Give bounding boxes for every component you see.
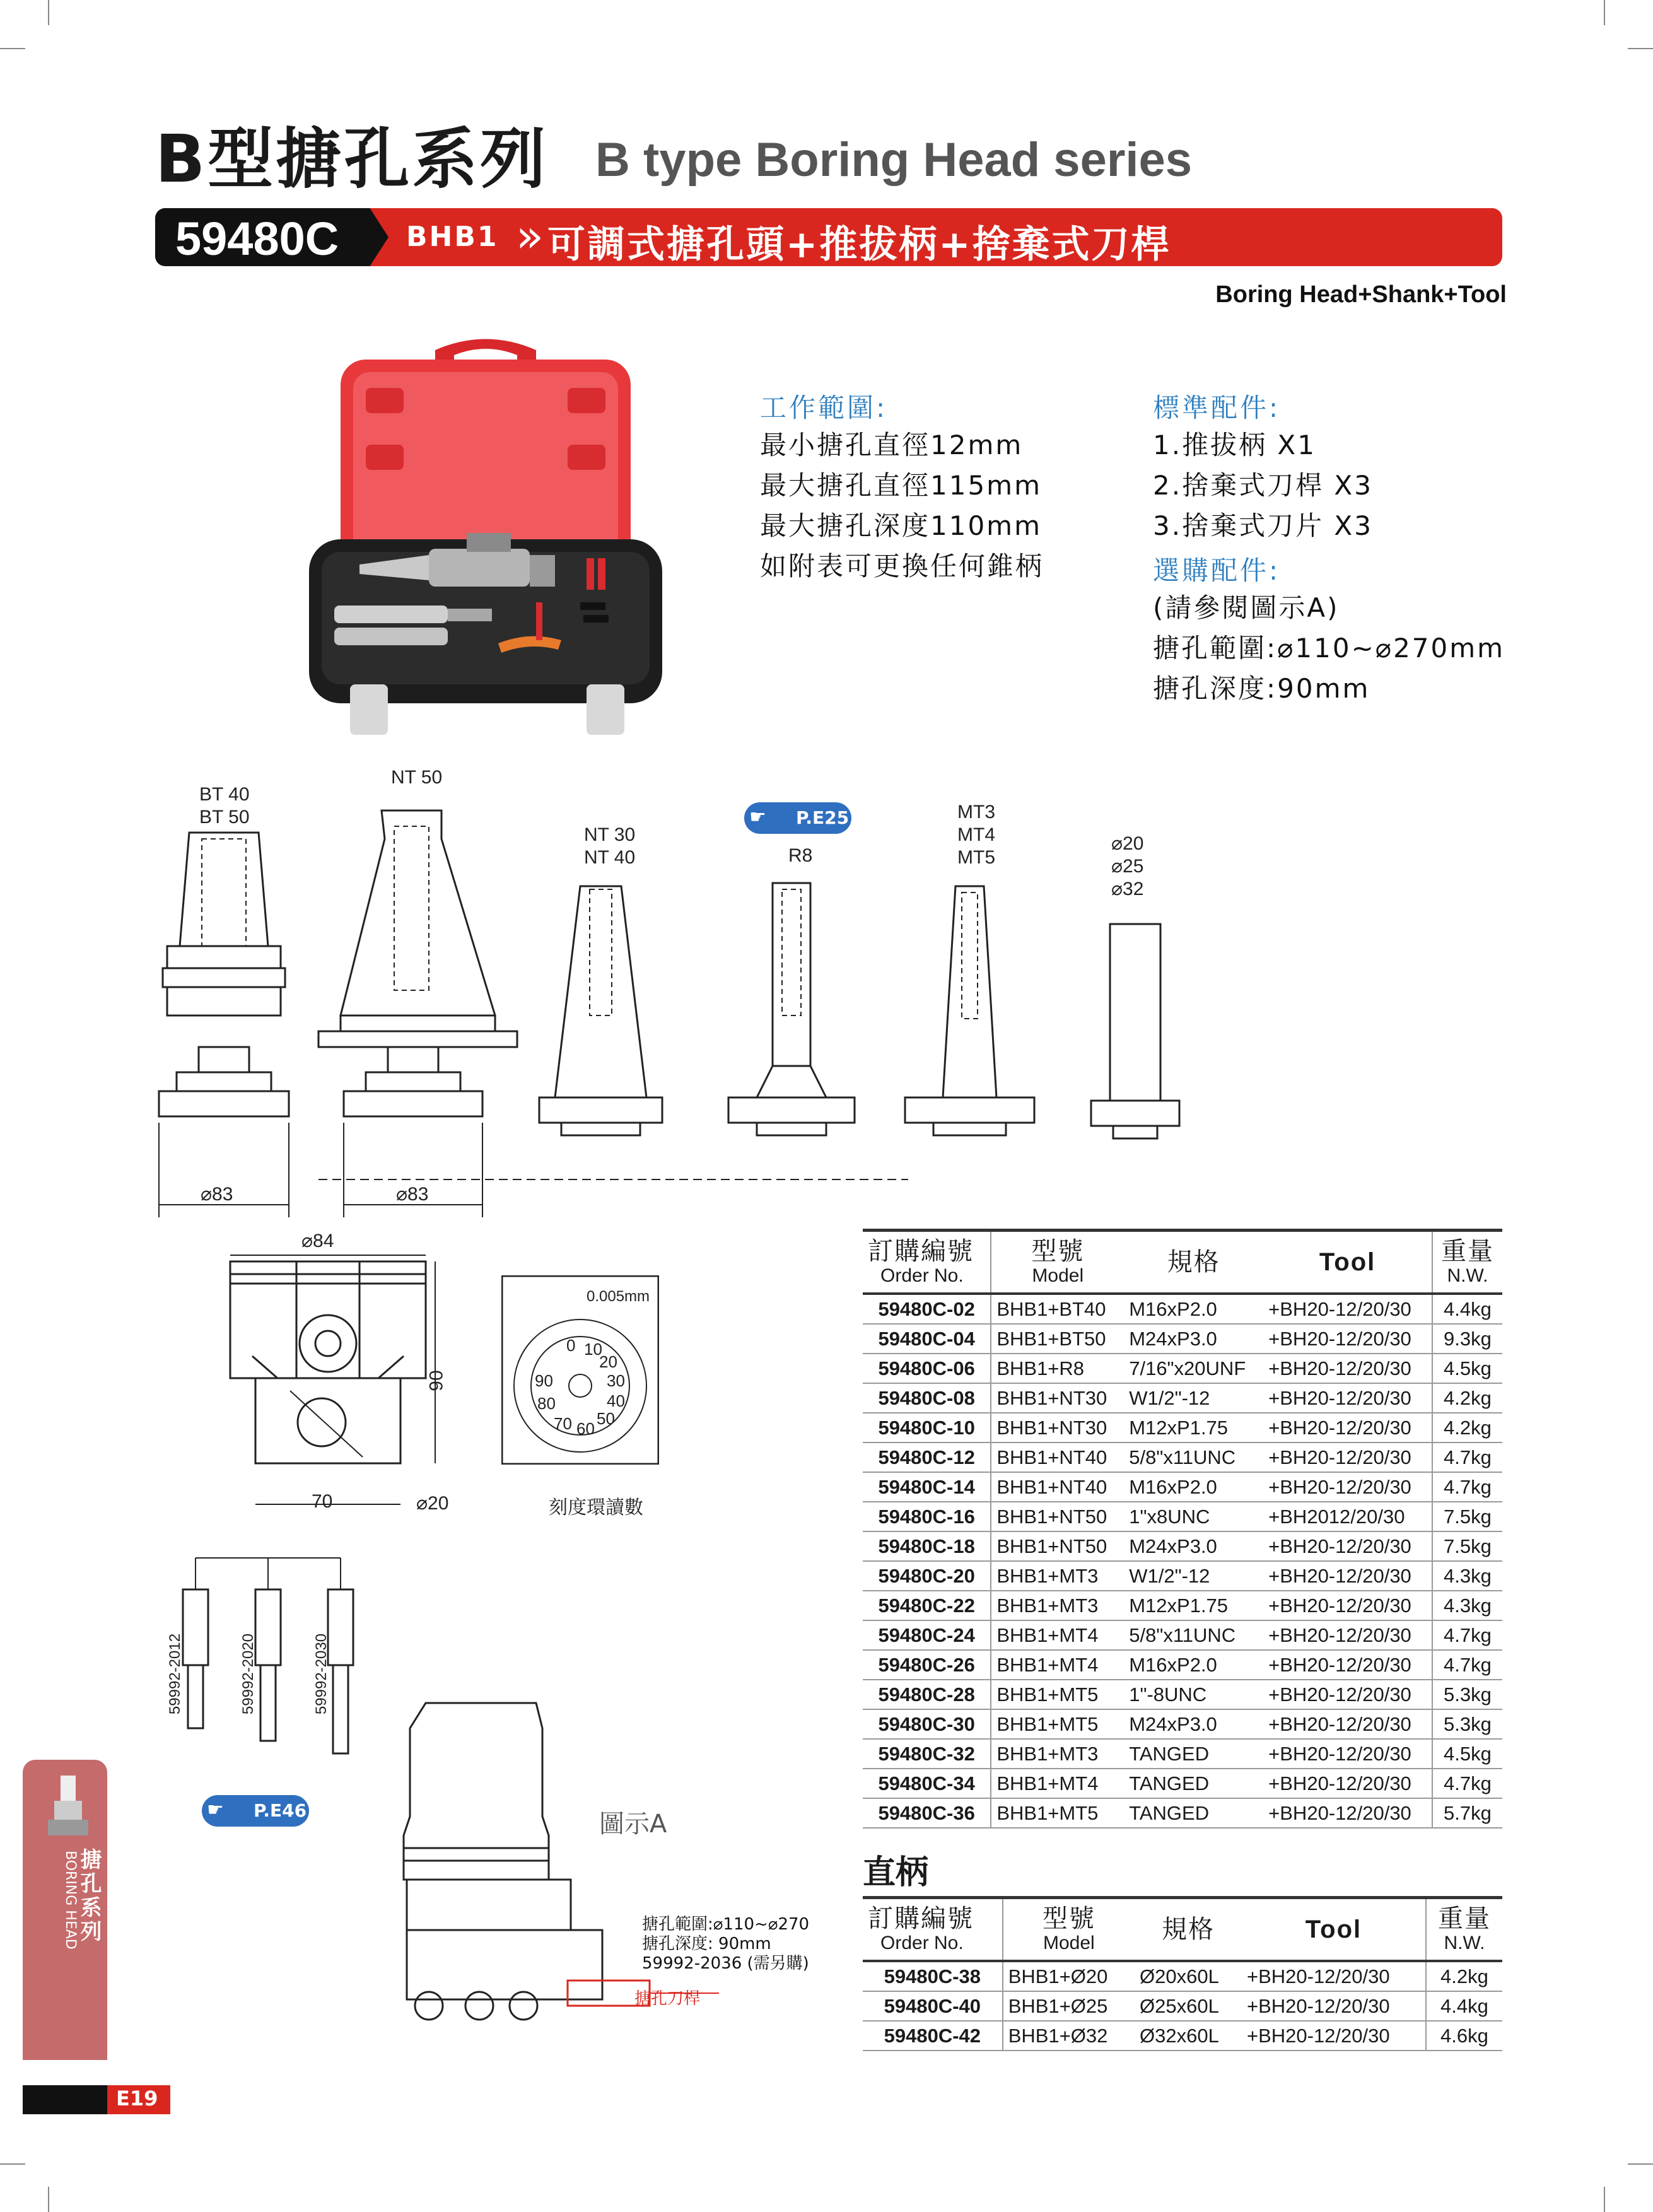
tool-cell: +BH20-12/20/30 [1263,1442,1432,1472]
table-row [863,1442,1502,1472]
order-no-cell: 59480C-24 [863,1620,991,1650]
model-cell: BHB1+MT5 [991,1709,1124,1739]
figure-a-tool-label: 搪孔刀桿 [634,1989,701,2008]
product-kit-photo [296,325,675,741]
order-no-cell: 59480C-10 [863,1413,991,1442]
boring-head-icon [35,1772,98,1842]
spec-cell: M16xP2.0 [1124,1650,1263,1680]
tool-cell: +BH20-12/20/30 [1263,1472,1432,1502]
order-no-cell: 59480C-32 [863,1739,991,1769]
tool-cell: +BH20-12/20/30 [1263,1324,1432,1354]
page-title-en: B type Boring Head series [595,133,1193,187]
tool-cell: +BH2012/20/30 [1263,1502,1432,1531]
weight-cell: 4.2kg [1432,1413,1502,1442]
weight-cell: 7.5kg [1432,1531,1502,1561]
model-cell: BHB1+NT50 [991,1502,1124,1531]
head-dim-top: ⌀84 [301,1231,334,1251]
table-row [863,1591,1502,1620]
weight-cell: 4.7kg [1432,1620,1502,1650]
work-range-line: 最大搪孔直徑115mm [760,470,1042,501]
order-no-cell: 59480C-02 [863,1294,991,1324]
optional-heading: 選購配件: [1153,555,1281,586]
tool-cell: +BH20-12/20/30 [1263,1531,1432,1561]
order-no-cell: 59480C-38 [863,1961,1003,1991]
head-dim-height: 90 [426,1370,447,1391]
table-row [863,1294,1502,1324]
spec-cell: M16xP2.0 [1124,1294,1263,1324]
product-model: BHB1 [406,221,499,253]
tool-cell: +BH20-12/20/30 [1263,1680,1432,1709]
order-no-cell: 59480C-30 [863,1709,991,1739]
order-no-cell: 59480C-22 [863,1591,991,1620]
spec-cell: M16xP2.0 [1124,1472,1263,1502]
standard-line: 1.推拔柄 X1 [1153,430,1316,460]
spec-cell: 7/16"x20UNF [1124,1354,1263,1383]
weight-cell: 9.3kg [1432,1324,1502,1354]
tool-cell: +BH20-12/20/30 [1242,1991,1426,2021]
head-dim-bore: ⌀20 [416,1493,449,1514]
crop-mark [0,2163,25,2165]
ref-badge-label: P.E46 [254,1800,307,1821]
tool-cell: +BH20-12/20/30 [1263,1383,1432,1413]
optional-line: 搪孔範圍:⌀110~⌀270mm [1153,633,1505,664]
col-model: 型號 Model [1003,1898,1135,1962]
order-no-cell: 59480C-36 [863,1798,991,1828]
page-number: E19 [116,2086,158,2110]
table-row [863,1561,1502,1591]
tool-cell: +BH20-12/20/30 [1263,1769,1432,1798]
col-weight: 重量 N.W. [1426,1898,1502,1962]
crop-mark [48,0,49,25]
tool-cell: +BH20-12/20/30 [1242,2021,1426,2051]
boring-tools-drawing [170,1533,372,1798]
crop-mark [1628,2163,1653,2165]
tool-cell: +BH20-12/20/30 [1263,1294,1432,1324]
tool-cell: +BH20-12/20/30 [1263,1413,1432,1442]
model-cell: BHB1+R8 [991,1354,1124,1383]
weight-cell: 4.6kg [1426,2021,1502,2051]
spec-cell: M24xP3.0 [1124,1531,1263,1561]
order-no-cell: 59480C-20 [863,1561,991,1591]
model-cell: BHB1+NT40 [991,1472,1124,1502]
product-description: 可調式搪孔頭+推拔柄+捨棄式刀桿 [547,223,1171,267]
order-no-cell: 59480C-14 [863,1472,991,1502]
order-no-cell: 59480C-12 [863,1442,991,1472]
table-row [863,1798,1502,1828]
crop-mark [48,2187,49,2212]
side-tab-label: 搪孔系列 [76,1848,102,1944]
order-no-cell: 59480C-06 [863,1354,991,1383]
table-row [863,1354,1502,1383]
crop-mark [1604,2187,1605,2212]
work-range-line: 最大搪孔深度110mm [760,510,1042,541]
weight-cell: 4.7kg [1432,1769,1502,1798]
weight-cell: 4.7kg [1432,1650,1502,1680]
table-row [863,2021,1502,2051]
order-no-cell: 59480C-26 [863,1650,991,1680]
figure-a-notes: 搪孔範圍:⌀110~⌀270 搪孔深度: 90mm 59992-2036 (需另購) [642,1915,810,1973]
table-row [863,1680,1502,1709]
tool-cell: +BH20-12/20/30 [1263,1561,1432,1591]
ref-badge-tools[interactable] [202,1795,309,1827]
weight-cell: 4.2kg [1426,1961,1502,1991]
model-cell: BHB1+NT50 [991,1531,1124,1561]
tool-cell: +BH20-12/20/30 [1263,1650,1432,1680]
mt-label: MT3 MT4 MT5 [957,802,995,868]
spec-cell: W1/2"-12 [1124,1383,1263,1413]
order-no-cell: 59480C-04 [863,1324,991,1354]
weight-cell: 4.7kg [1432,1472,1502,1502]
straight-shank-title: 直柄 [863,1854,929,1892]
r8-label: R8 [788,845,813,866]
product-description-en: Boring Head+Shank+Tool [1215,281,1507,308]
order-no-cell: 59480C-16 [863,1502,991,1531]
product-code: 59480C [175,213,339,265]
table-row [863,1383,1502,1413]
table-row [863,1961,1502,1991]
spec-cell: TANGED [1124,1769,1263,1798]
standard-accessories-block [1153,387,1505,709]
weight-cell: 4.4kg [1432,1294,1502,1324]
col-spec: 規格 [1124,1231,1263,1294]
tool-cell: +BH20-12/20/30 [1263,1709,1432,1739]
dial-resolution: 0.005mm [587,1288,650,1305]
table-row [863,1413,1502,1442]
spec-cell: 5/8"x11UNC [1124,1620,1263,1650]
model-cell: BHB1+MT4 [991,1620,1124,1650]
col-order: 訂購編號 Order No. [863,1898,1003,1962]
crop-mark [1604,0,1605,25]
side-tab-label-en: BORING HEAD [62,1851,78,1950]
tool-name: 59992-2012 [166,1633,184,1715]
weight-cell: 5.3kg [1432,1709,1502,1739]
order-no-cell: 59480C-28 [863,1680,991,1709]
model-cell: BHB1+MT5 [991,1798,1124,1828]
tool-name: 59992-2020 [240,1633,257,1715]
tool-cell: +BH20-12/20/30 [1263,1354,1432,1383]
weight-cell: 4.7kg [1432,1442,1502,1472]
spec-cell: Ø20x60L [1135,1961,1242,1991]
spec-table-straight [863,1896,1502,2051]
nt50-dim-label: ⌀83 [396,1184,429,1205]
nt50-label: NT 50 [391,767,443,788]
standard-line: 3.捨棄式刀片 X3 [1153,510,1373,541]
col-order: 訂購編號 Order No. [863,1231,991,1294]
ref-badge-label: P.E25 [796,807,850,828]
model-cell: BHB1+Ø25 [1003,1991,1135,2021]
spec-cell: M12xP1.75 [1124,1413,1263,1442]
order-no-cell: 59480C-42 [863,2021,1003,2051]
col-weight: 重量 N.W. [1432,1231,1502,1294]
spec-cell: W1/2"-12 [1124,1561,1263,1591]
weight-cell: 5.7kg [1432,1798,1502,1828]
page-title: B型搪孔系列 [155,120,549,197]
spec-table [863,1229,1502,1829]
crop-mark [1628,48,1653,49]
table-row [863,1650,1502,1680]
spec-cell: 1"-8UNC [1124,1680,1263,1709]
model-cell: BHB1+MT3 [991,1591,1124,1620]
chevron-right-icon: » [516,209,544,262]
col-tool: Tool [1242,1898,1426,1962]
spec-cell: TANGED [1124,1798,1263,1828]
tool-cell: +BH20-12/20/30 [1263,1739,1432,1769]
weight-cell: 4.5kg [1432,1354,1502,1383]
weight-cell: 5.3kg [1432,1680,1502,1709]
pointing-hand-icon: ☛ [749,806,766,828]
table-row [863,1709,1502,1739]
weight-cell: 4.3kg [1432,1591,1502,1620]
bt-label: BT 40 BT 50 [199,784,250,828]
tool-cell: +BH20-12/20/30 [1242,1961,1426,1991]
model-cell: BHB1+NT40 [991,1442,1124,1472]
tool-cell: +BH20-12/20/30 [1263,1591,1432,1620]
order-no-cell: 59480C-18 [863,1531,991,1561]
nt-label: NT 30 NT 40 [584,824,636,868]
boring-head-drawing [208,1243,473,1520]
spec-cell: 1"x8UNC [1124,1502,1263,1531]
work-range-block [760,387,1044,587]
head-dim-width: 70 [312,1491,333,1512]
pointing-hand-icon: ☛ [207,1799,224,1821]
table-row [863,1769,1502,1798]
model-cell: BHB1+MT4 [991,1769,1124,1798]
weight-cell: 4.2kg [1432,1383,1502,1413]
standard-line: 2.捨棄式刀桿 X3 [1153,470,1373,501]
model-cell: BHB1+MT3 [991,1739,1124,1769]
table-row [863,1531,1502,1561]
straight-label: ⌀20 ⌀25 ⌀32 [1111,833,1144,899]
standard-heading: 標準配件: [1153,392,1281,423]
table-row [863,1991,1502,2021]
tool-cell: +BH20-12/20/30 [1263,1798,1432,1828]
model-cell: BHB1+BT40 [991,1294,1124,1324]
spec-cell: M12xP1.75 [1124,1591,1263,1620]
work-range-line: 最小搪孔直徑12mm [760,430,1024,460]
crop-mark [0,48,25,49]
weight-cell: 4.5kg [1432,1739,1502,1769]
spec-cell: Ø32x60L [1135,2021,1242,2051]
dial-caption: 刻度環讀數 [549,1497,643,1518]
weight-cell: 4.3kg [1432,1561,1502,1591]
model-cell: BHB1+NT30 [991,1383,1124,1413]
tool-cell: +BH20-12/20/30 [1263,1620,1432,1650]
model-cell: BHB1+Ø20 [1003,1961,1135,1991]
table-row [863,1739,1502,1769]
col-model: 型號 Model [991,1231,1124,1294]
model-cell: BHB1+NT30 [991,1413,1124,1442]
figure-a-caption: 圖示A [599,1810,667,1839]
table-row [863,1620,1502,1650]
work-range-line: 如附表可更換任何錐柄 [760,551,1044,582]
weight-cell: 4.4kg [1426,1991,1502,2021]
table-row [863,1324,1502,1354]
order-no-cell: 59480C-40 [863,1991,1003,2021]
model-cell: BHB1+Ø32 [1003,2021,1135,2051]
tool-name: 59992-2030 [313,1633,330,1715]
order-no-cell: 59480C-08 [863,1383,991,1413]
spec-cell: M24xP3.0 [1124,1709,1263,1739]
optional-line: (請參閱圖示A) [1153,592,1340,623]
table-row [863,1502,1502,1531]
col-spec: 規格 [1135,1898,1242,1962]
model-cell: BHB1+MT3 [991,1561,1124,1591]
work-range-heading: 工作範圍: [760,392,888,423]
shank-drawings [151,788,1192,1217]
table-row [863,1472,1502,1502]
optional-line: 搪孔深度:90mm [1153,673,1370,704]
bt-dim-label: ⌀83 [201,1184,233,1205]
spec-cell: 5/8"x11UNC [1124,1442,1263,1472]
dial-scale: 0 10 20 30 40 50 60 70 80 90 [535,1336,625,1438]
model-cell: BHB1+MT5 [991,1680,1124,1709]
model-cell: BHB1+MT4 [991,1650,1124,1680]
order-no-cell: 59480C-34 [863,1769,991,1798]
spec-cell: TANGED [1124,1739,1263,1769]
model-cell: BHB1+BT50 [991,1324,1124,1354]
weight-cell: 7.5kg [1432,1502,1502,1531]
spec-cell: M24xP3.0 [1124,1324,1263,1354]
spec-cell: Ø25x60L [1135,1991,1242,2021]
col-tool: Tool [1263,1231,1432,1294]
